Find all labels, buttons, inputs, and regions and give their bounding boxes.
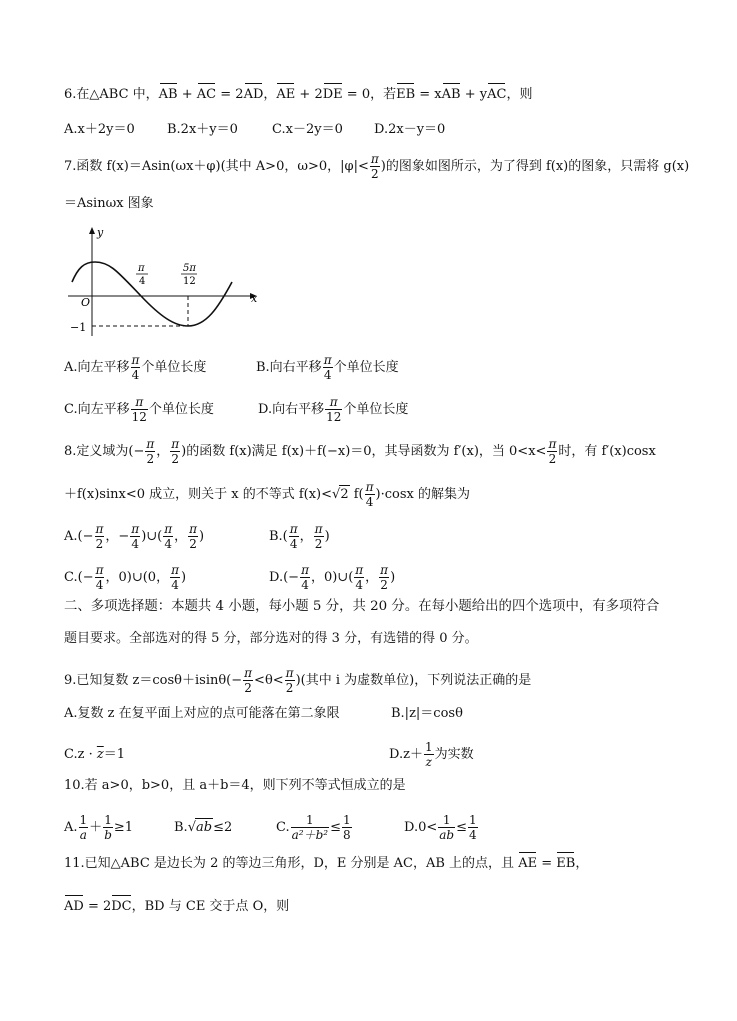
- frac-den: 2: [548, 452, 557, 466]
- q7-option-c: [64, 395, 258, 424]
- q10-option-a: [64, 813, 174, 842]
- fraction: [95, 522, 105, 551]
- section2-line2: 题目要求。全部选对的得 5 分，部分选对的得 3 分，有选错的得 0 分。: [64, 631, 478, 646]
- fraction: [379, 563, 389, 592]
- section2-line1: 二、多项选择题：本题共 4 小题，每小题 5 分，共 20 分。在每小题给出的四个选项中，有多项符合: [64, 599, 660, 614]
- frac-num: π: [301, 563, 309, 577]
- fraction: [285, 666, 295, 695]
- q6-stem: [64, 86, 532, 104]
- q9-option-c: [64, 746, 389, 764]
- q11-text: 11.已知△ABC 是边长为 2 的等边三角形，D，E 分别是 AC，AB 上的点，且: [64, 856, 519, 871]
- vector-ac: AC: [196, 87, 217, 102]
- frac-den: 12: [131, 410, 147, 424]
- q9-option-a: A.复数 z 在复平面上对应的点可能落在第二象限: [64, 706, 340, 721]
- opt-text: A.向左平移: [64, 360, 130, 375]
- opt-text: B.(: [269, 529, 288, 544]
- op: + y: [460, 87, 488, 102]
- q9-options-cd: [64, 740, 474, 769]
- q8-stem-2: [64, 480, 470, 509]
- opt-text: ，: [365, 570, 379, 585]
- frac-den: 4: [131, 368, 140, 382]
- frac-num: 1: [104, 813, 112, 827]
- vector-ae: AE: [276, 87, 296, 102]
- frac-num: π: [365, 480, 374, 494]
- frac-num: π: [164, 522, 173, 536]
- opt-text: ): [180, 570, 187, 585]
- opt-text: ): [324, 529, 330, 544]
- frac-num: π: [131, 353, 140, 367]
- q7-stem: [64, 152, 689, 181]
- q7-stem-2: ＝Asinωx 图象: [64, 196, 154, 211]
- q6-option-b: B.2x＋y＝0: [167, 122, 238, 137]
- frac-den: b: [104, 828, 112, 842]
- opt-text: ≥1: [113, 820, 134, 835]
- frac-num: π: [244, 666, 253, 680]
- frac-den: 4: [171, 578, 179, 592]
- vector-dc: DC: [111, 899, 132, 914]
- frac-den: 2: [95, 537, 104, 551]
- fraction: [103, 813, 113, 842]
- frac-den: 4: [289, 537, 298, 551]
- fraction: [370, 152, 380, 181]
- frac-den: 4: [323, 368, 332, 382]
- vector-eb: EB: [396, 87, 416, 102]
- opt-text: C.向左平移: [64, 402, 130, 417]
- vector-eb: EB: [556, 856, 576, 871]
- fraction: [314, 522, 324, 551]
- opt-text: ≤2: [213, 820, 233, 835]
- fraction: [291, 813, 329, 842]
- opt-text: ，−: [105, 529, 130, 544]
- frac-den: 2: [189, 537, 197, 551]
- tick-5pi-12-den: 12: [183, 276, 196, 287]
- frac-num: π: [314, 522, 323, 536]
- frac-den: z: [425, 755, 432, 769]
- q8-options-cd: [64, 563, 395, 592]
- q7-options-ab: [64, 353, 399, 382]
- fraction: [354, 563, 364, 592]
- frac-num: 1: [79, 813, 88, 827]
- opt-text: D.z＋: [389, 747, 423, 762]
- q7-option-a: [64, 353, 256, 382]
- q11-text: ，BD 与 CE 交于点 O，则: [131, 899, 290, 914]
- q8-option-c: [64, 563, 269, 592]
- frac-den: 2: [314, 537, 323, 551]
- frac-den: 4: [301, 578, 309, 592]
- opt-text: ＝1: [103, 747, 126, 762]
- q8-stem: [64, 437, 656, 466]
- frac-den: a: [79, 828, 87, 842]
- frac-den: 4: [355, 578, 364, 592]
- frac-num: π: [285, 666, 294, 680]
- fraction: [79, 813, 89, 842]
- frac-den: 2: [371, 167, 379, 181]
- opt-text: ＋: [89, 820, 103, 835]
- frac-num: 1: [343, 813, 351, 827]
- opt-text: ，0)∪(0，: [105, 570, 170, 585]
- frac-den: 8: [343, 828, 351, 842]
- q8-text: )的函数 f(x)满足 f(x)＋f(−x)＝0，其导函数为 f′(x)，当 0<x<: [181, 444, 547, 459]
- q6-option-d: D.2x－y＝0: [374, 122, 446, 137]
- origin-label: O: [81, 296, 91, 309]
- frac-den: 12: [326, 410, 342, 424]
- op: = x: [415, 87, 442, 102]
- fraction: [145, 437, 155, 466]
- op: =: [537, 856, 557, 871]
- opt-text: A.(−: [64, 529, 94, 544]
- opt-text: 个单位长度: [333, 360, 399, 375]
- q8-text: 8.定义域为(−: [64, 444, 145, 459]
- q7-text: 7.函数 f(x)＝Asin(ωx＋φ)(其中 A>0，ω>0，|φ|<: [64, 159, 369, 174]
- opt-text: D.0<: [404, 820, 438, 835]
- frac-num: π: [189, 522, 198, 536]
- op: = 2: [216, 87, 244, 102]
- frac-num: 1: [438, 813, 455, 828]
- fraction: [547, 437, 557, 466]
- op: = 0，若: [342, 87, 397, 102]
- frac-num: π: [171, 437, 180, 451]
- opt-text: C.z ·: [64, 747, 97, 762]
- fraction: [243, 666, 253, 695]
- fraction: [325, 395, 342, 424]
- opt-text: C.: [276, 820, 290, 835]
- opt-text: B.: [174, 820, 188, 835]
- fraction: [300, 563, 310, 592]
- frac-den: 4: [95, 578, 104, 592]
- sine-curve: [72, 262, 232, 326]
- opt-text: ): [390, 570, 396, 585]
- q11-stem: [64, 855, 588, 873]
- frac-num: π: [171, 563, 179, 577]
- frac-den: 2: [380, 578, 388, 592]
- fraction: [342, 813, 352, 842]
- q7-option-b: [256, 353, 399, 382]
- q9-options-ab: [64, 705, 463, 723]
- q8-options-ab: [64, 522, 330, 551]
- tick-pi-4-num: π: [138, 263, 145, 274]
- opt-text: ≤: [456, 820, 468, 835]
- fraction: [438, 813, 455, 842]
- neg-one-label: −1: [70, 321, 87, 334]
- opt-text: 为实数: [434, 747, 474, 762]
- frac-num: π: [95, 563, 104, 577]
- fraction: [468, 813, 478, 842]
- fraction: [323, 353, 333, 382]
- opt-text: 个单位长度: [343, 402, 409, 417]
- fraction: [170, 437, 180, 466]
- fraction: [188, 522, 198, 551]
- frac-num: π: [380, 563, 389, 577]
- opt-text: 个单位长度: [141, 360, 207, 375]
- q7-option-d: [258, 395, 408, 424]
- vector-ac: AC: [487, 87, 507, 102]
- q10-stem: 10.若 a>0，b>0，且 a＋b＝4，则下列不等式恒成立的是: [64, 778, 406, 793]
- q8-option-d: [269, 563, 395, 592]
- frac-den: 2: [285, 681, 294, 695]
- opt-text: ，: [299, 529, 313, 544]
- q8-option-b: [269, 522, 330, 551]
- vector-ab: AB: [158, 87, 178, 102]
- q9-text: <θ<: [254, 673, 284, 688]
- frac-num: π: [289, 522, 298, 536]
- y-axis-arrow: [89, 227, 95, 234]
- fraction: [170, 563, 180, 592]
- q9-stem: [64, 666, 531, 695]
- fraction: [131, 353, 141, 382]
- frac-num: π: [325, 395, 342, 410]
- q11-stem-2: [64, 898, 289, 916]
- frac-num: π: [131, 522, 140, 536]
- frac-den: 2: [146, 452, 155, 466]
- frac-num: π: [95, 522, 104, 536]
- frac-num: π: [548, 437, 557, 451]
- frac-den: 4: [365, 495, 374, 509]
- vector-de: DE: [322, 87, 343, 102]
- fraction: [424, 740, 434, 769]
- frac-num: 1: [424, 740, 433, 754]
- opt-text: D.向右平移: [258, 402, 325, 417]
- opt-text: ，0)∪(: [310, 570, 354, 585]
- vector-ae: AE: [518, 856, 538, 871]
- q8-text: )·cosx 的解集为: [375, 487, 470, 502]
- op: ，: [575, 856, 589, 871]
- q8-text: 时，有 f′(x)cosx: [558, 444, 656, 459]
- vector-ad: AD: [64, 899, 84, 914]
- tick-5pi-12-num: 5π: [183, 263, 196, 274]
- q6-option-c: C.x－2y＝0: [272, 122, 343, 137]
- q8-text: ，: [156, 444, 170, 459]
- frac-den: 4: [131, 537, 140, 551]
- fraction: [95, 563, 105, 592]
- vector-ab: AB: [441, 87, 461, 102]
- frac-num: π: [323, 353, 332, 367]
- y-axis-label: y: [97, 226, 104, 239]
- opt-text: ≤: [330, 820, 341, 835]
- frac-den: 4: [164, 537, 172, 551]
- sqrt-sign: √: [187, 820, 196, 835]
- sqrt-radicand: 2: [340, 487, 349, 502]
- q7-options-cd: [64, 395, 408, 424]
- op: ，: [263, 87, 277, 102]
- q7-graph: [64, 224, 264, 342]
- frac-den: ab: [439, 828, 455, 842]
- frac-num: π: [355, 563, 364, 577]
- fraction: [131, 395, 148, 424]
- q9-option-d: [389, 740, 474, 769]
- fraction: [163, 522, 173, 551]
- q6-text: 6.在△ABC 中，: [64, 87, 159, 102]
- frac-num: π: [146, 437, 155, 451]
- q10-option-c: [276, 813, 404, 842]
- opt-text: A.: [64, 820, 78, 835]
- opt-text: D.(−: [269, 570, 300, 585]
- opt-text: 个单位长度: [148, 402, 214, 417]
- op: ，则: [506, 87, 533, 102]
- q10-option-d: [404, 813, 479, 842]
- vector-ad: AD: [243, 87, 264, 102]
- frac-num: π: [131, 395, 148, 410]
- opt-text: ，: [174, 529, 188, 544]
- q10-option-b: [174, 818, 276, 837]
- opt-text: C.(−: [64, 570, 94, 585]
- opt-text: )∪(: [141, 529, 163, 544]
- q9-text: 9.已知复数 z＝cosθ＋isinθ(−: [64, 673, 243, 688]
- opt-text: ): [199, 529, 205, 544]
- q10-options: [64, 813, 479, 842]
- q6-option-a: A.x＋2y＝0: [64, 122, 135, 137]
- q6-options: [64, 121, 445, 139]
- frac-den: 2: [244, 681, 252, 695]
- opt-text: B.向右平移: [256, 360, 322, 375]
- op: + 2: [295, 87, 323, 102]
- sqrt-radicand: ab: [195, 820, 213, 835]
- op: = 2: [83, 899, 112, 914]
- frac-den: a²＋b²: [291, 828, 329, 842]
- sqrt-sign: √: [332, 487, 341, 502]
- frac-num: 1: [291, 813, 329, 828]
- x-axis-label: x: [251, 292, 258, 305]
- fraction: [289, 522, 299, 551]
- q8-text: ＋f(x)sinx<0 成立，则关于 x 的不等式 f(x)<: [64, 487, 333, 502]
- z-conjugate: $\overline{z}$: [96, 747, 104, 762]
- tick-pi-4-den: 4: [139, 276, 146, 287]
- frac-num: 1: [469, 813, 477, 827]
- q8-option-a: [64, 522, 269, 551]
- fraction: [365, 480, 375, 509]
- op: +: [177, 87, 197, 102]
- fraction: [130, 522, 140, 551]
- q9-text: )(其中 i 为虚数单位)，下列说法正确的是: [295, 673, 532, 688]
- frac-den: 4: [469, 828, 477, 842]
- q7-text: )的图象如图所示，为了得到 f(x)的图象，只需将 g(x): [380, 159, 690, 174]
- q8-text: f(: [349, 487, 364, 502]
- q9-option-b: B.|z|＝cosθ: [391, 706, 463, 721]
- frac-num: π: [370, 152, 379, 166]
- frac-den: 2: [171, 452, 180, 466]
